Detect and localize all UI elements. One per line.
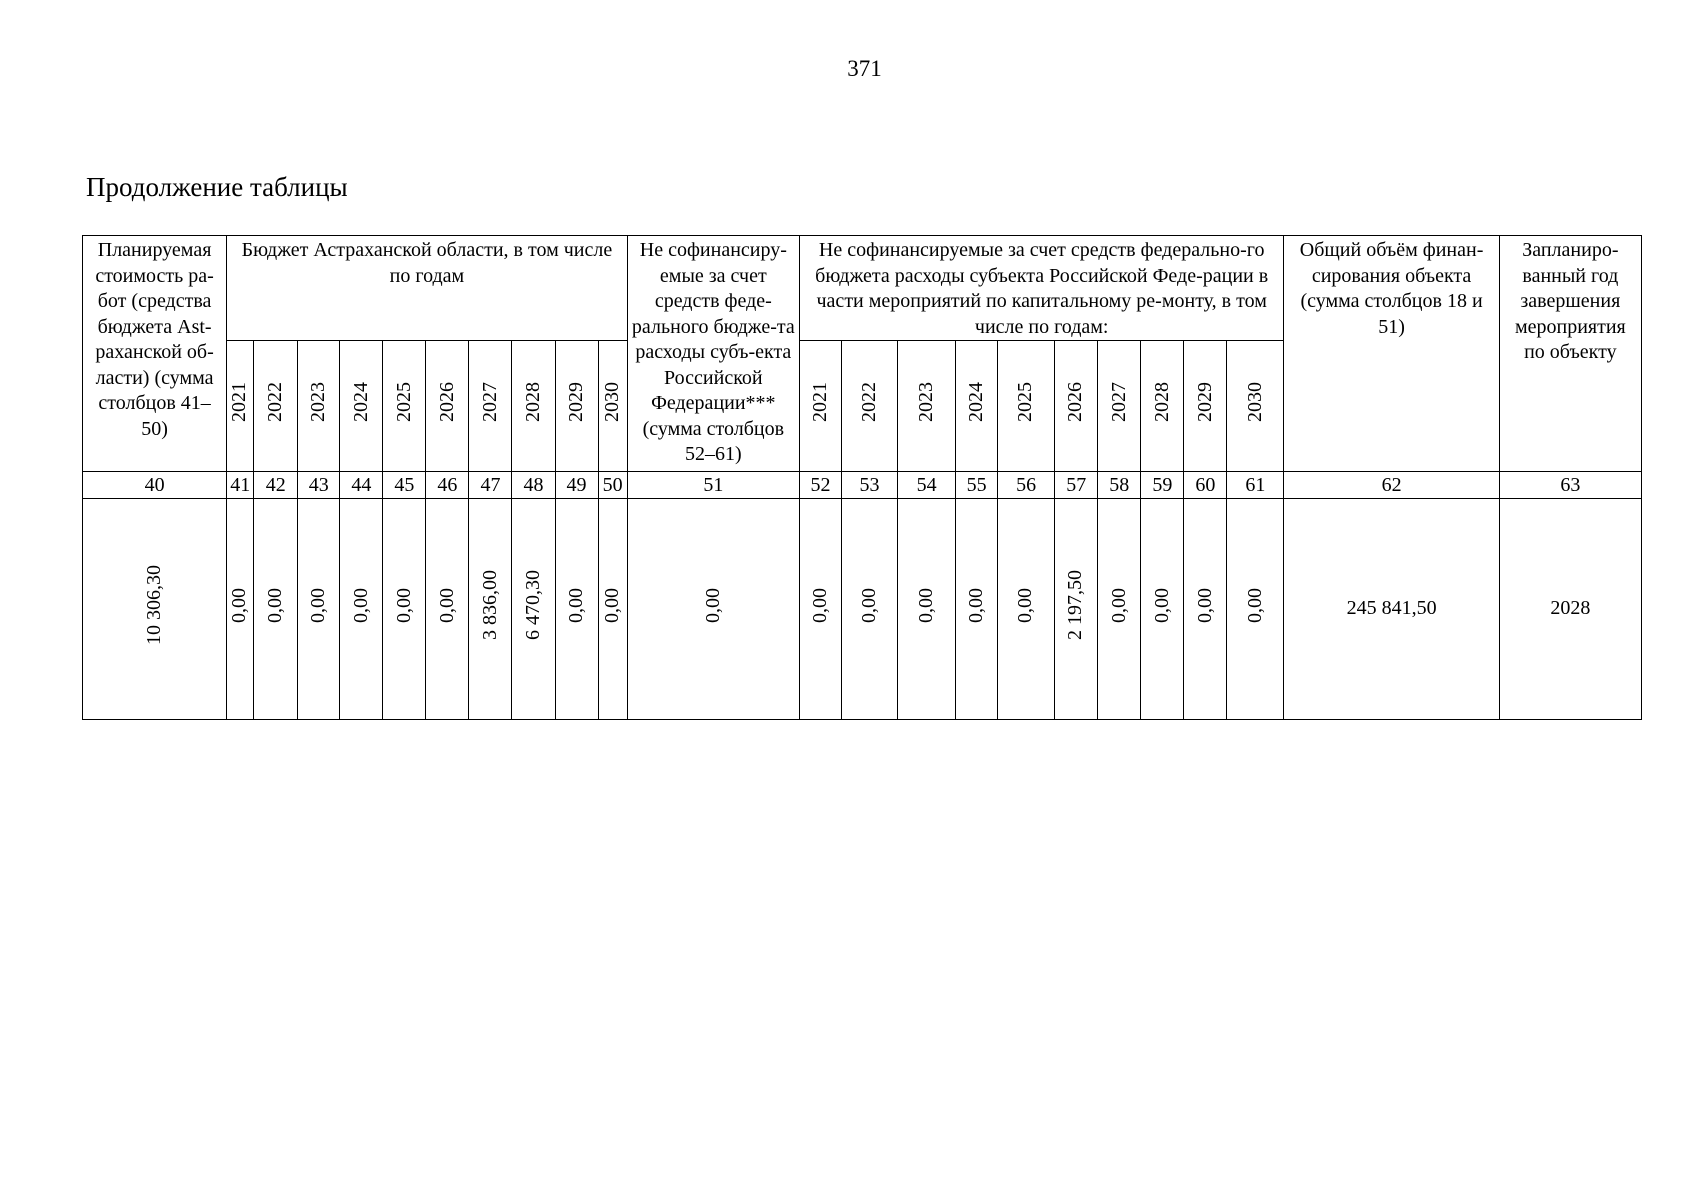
year-header-regional bbox=[383, 341, 426, 472]
value-cell bbox=[426, 499, 469, 720]
header-regional-budget: Бюджет Астраханской области, в том числе по годам bbox=[227, 236, 628, 341]
cell-value: 3 836,00 bbox=[478, 570, 501, 641]
cell-value: 0,00 bbox=[701, 587, 724, 623]
value-cell bbox=[340, 499, 383, 720]
year-label: 2025 bbox=[1014, 382, 1037, 423]
header-not-cofinanced-capital: Не софинансируемые за счет средств федерально-го бюджета расходы субъекта Российской Феде-рации в части мероприятий по капитальному ре-монту, в том числе по годам: bbox=[799, 236, 1284, 341]
column-number: 43 bbox=[298, 472, 340, 499]
year-header-regional bbox=[426, 341, 469, 472]
column-number: 40 bbox=[83, 472, 227, 499]
value-cell bbox=[841, 499, 897, 720]
table-caption: Продолжение таблицы bbox=[86, 172, 348, 202]
year-label: 2021 bbox=[228, 382, 251, 423]
cell-value: 0,00 bbox=[1107, 587, 1130, 623]
value-cell bbox=[998, 499, 1055, 720]
year-label: 2028 bbox=[521, 382, 544, 423]
header-not-cofinanced: Не софинансиру-емые за счет средств феде-рального бюдже-та расходы субъ-екта Российской Федерации*** (сумма столбцов 52–61) bbox=[627, 236, 799, 472]
year-label: 2026 bbox=[1064, 382, 1087, 423]
column-number: 42 bbox=[254, 472, 298, 499]
year-header-capital bbox=[799, 341, 841, 472]
header-total-volume: Общий объём финан-сирования объекта (сумма столбцов 18 и 51) bbox=[1284, 236, 1499, 472]
column-number: 53 bbox=[841, 472, 897, 499]
column-number: 60 bbox=[1184, 472, 1227, 499]
value-cell bbox=[598, 499, 627, 720]
column-number: 62 bbox=[1284, 472, 1499, 499]
year-label: 2027 bbox=[1107, 382, 1130, 423]
cell-value: 0,00 bbox=[1014, 587, 1037, 623]
year-label: 2023 bbox=[307, 382, 330, 423]
value-cell bbox=[627, 499, 799, 720]
year-header-capital bbox=[1141, 341, 1184, 472]
page-number: 371 bbox=[847, 56, 882, 81]
value-cell-total: 245 841,50 bbox=[1284, 499, 1499, 720]
column-number: 63 bbox=[1499, 472, 1641, 499]
column-number: 54 bbox=[898, 472, 956, 499]
cell-value: 0,00 bbox=[435, 587, 458, 623]
year-header-regional bbox=[598, 341, 627, 472]
year-header-regional bbox=[298, 341, 340, 472]
column-number: 52 bbox=[799, 472, 841, 499]
cell-value: 0,00 bbox=[1193, 587, 1216, 623]
column-number: 50 bbox=[598, 472, 627, 499]
cell-value: 0,00 bbox=[228, 587, 251, 623]
year-header-regional bbox=[555, 341, 598, 472]
year-label: 2021 bbox=[808, 382, 831, 423]
column-number: 55 bbox=[956, 472, 998, 499]
column-number: 41 bbox=[227, 472, 254, 499]
column-number: 45 bbox=[383, 472, 426, 499]
year-header-capital bbox=[998, 341, 1055, 472]
cell-value: 0,00 bbox=[392, 587, 415, 623]
value-cell bbox=[383, 499, 426, 720]
cell-value: 6 470,30 bbox=[521, 570, 544, 641]
year-label: 2025 bbox=[392, 382, 415, 423]
year-header-regional bbox=[340, 341, 383, 472]
column-number: 61 bbox=[1227, 472, 1284, 499]
column-number: 51 bbox=[627, 472, 799, 499]
year-header-regional bbox=[227, 341, 254, 472]
value-cell bbox=[799, 499, 841, 720]
column-number: 46 bbox=[426, 472, 469, 499]
cell-value: 0,00 bbox=[964, 587, 987, 623]
cell-value: 10 306,30 bbox=[142, 565, 165, 646]
year-header-capital bbox=[898, 341, 956, 472]
cell-value: 0,00 bbox=[564, 587, 587, 623]
cell-value: 0,00 bbox=[1150, 587, 1173, 623]
year-header-capital bbox=[841, 341, 897, 472]
year-label: 2029 bbox=[564, 382, 587, 423]
year-label: 2027 bbox=[478, 382, 501, 423]
year-header-regional bbox=[469, 341, 512, 472]
cell-value: 0,00 bbox=[914, 587, 937, 623]
value-cell bbox=[956, 499, 998, 720]
value-cell bbox=[254, 499, 298, 720]
value-cell bbox=[1055, 499, 1098, 720]
value-cell bbox=[512, 499, 555, 720]
column-number: 59 bbox=[1141, 472, 1184, 499]
column-number: 57 bbox=[1055, 472, 1098, 499]
year-header-capital bbox=[956, 341, 998, 472]
column-number-row bbox=[83, 472, 1642, 499]
value-cell bbox=[227, 499, 254, 720]
value-cell bbox=[898, 499, 956, 720]
cell-value: 0,00 bbox=[263, 587, 286, 623]
year-label: 2024 bbox=[349, 382, 372, 423]
year-label: 2030 bbox=[1243, 382, 1266, 423]
year-header-regional bbox=[254, 341, 298, 472]
value-cell bbox=[298, 499, 340, 720]
year-header-regional bbox=[512, 341, 555, 472]
cell-value: 0,00 bbox=[808, 587, 831, 623]
cell-value: 0,00 bbox=[307, 587, 330, 623]
financing-table bbox=[82, 235, 1642, 720]
header-planned-year: Запланиро-ванный год завершения мероприятия по объекту bbox=[1499, 236, 1641, 472]
year-label: 2022 bbox=[263, 382, 286, 423]
year-header-capital bbox=[1098, 341, 1141, 472]
year-label: 2022 bbox=[857, 382, 880, 423]
value-cell bbox=[555, 499, 598, 720]
year-header-capital bbox=[1055, 341, 1098, 472]
year-label: 2023 bbox=[914, 382, 937, 423]
cell-value: 2 197,50 bbox=[1064, 570, 1087, 641]
year-header-capital bbox=[1227, 341, 1284, 472]
year-header-capital bbox=[1184, 341, 1227, 472]
year-label: 2028 bbox=[1150, 382, 1173, 423]
column-number: 56 bbox=[998, 472, 1055, 499]
column-number: 47 bbox=[469, 472, 512, 499]
column-number: 58 bbox=[1098, 472, 1141, 499]
value-cell bbox=[1098, 499, 1141, 720]
year-label: 2026 bbox=[435, 382, 458, 423]
value-cell-year: 2028 bbox=[1499, 499, 1641, 720]
cell-value: 0,00 bbox=[857, 587, 880, 623]
cell-value: 0,00 bbox=[349, 587, 372, 623]
header-planned-cost: Планируемая стоимость ра-бот (средства бюджета Ast-раханской об-ласти) (сумма столбцов 41–50) bbox=[83, 236, 227, 472]
column-number: 44 bbox=[340, 472, 383, 499]
column-number: 48 bbox=[512, 472, 555, 499]
value-cell bbox=[1141, 499, 1184, 720]
table-row bbox=[83, 499, 1642, 720]
value-cell bbox=[469, 499, 512, 720]
year-label: 2029 bbox=[1193, 382, 1216, 423]
year-label: 2030 bbox=[600, 382, 623, 423]
value-cell bbox=[1184, 499, 1227, 720]
cell-value: 0,00 bbox=[600, 587, 623, 623]
year-label: 2024 bbox=[964, 382, 987, 423]
value-cell bbox=[83, 499, 227, 720]
value-cell bbox=[1227, 499, 1284, 720]
cell-value: 0,00 bbox=[1243, 587, 1266, 623]
column-number: 49 bbox=[555, 472, 598, 499]
